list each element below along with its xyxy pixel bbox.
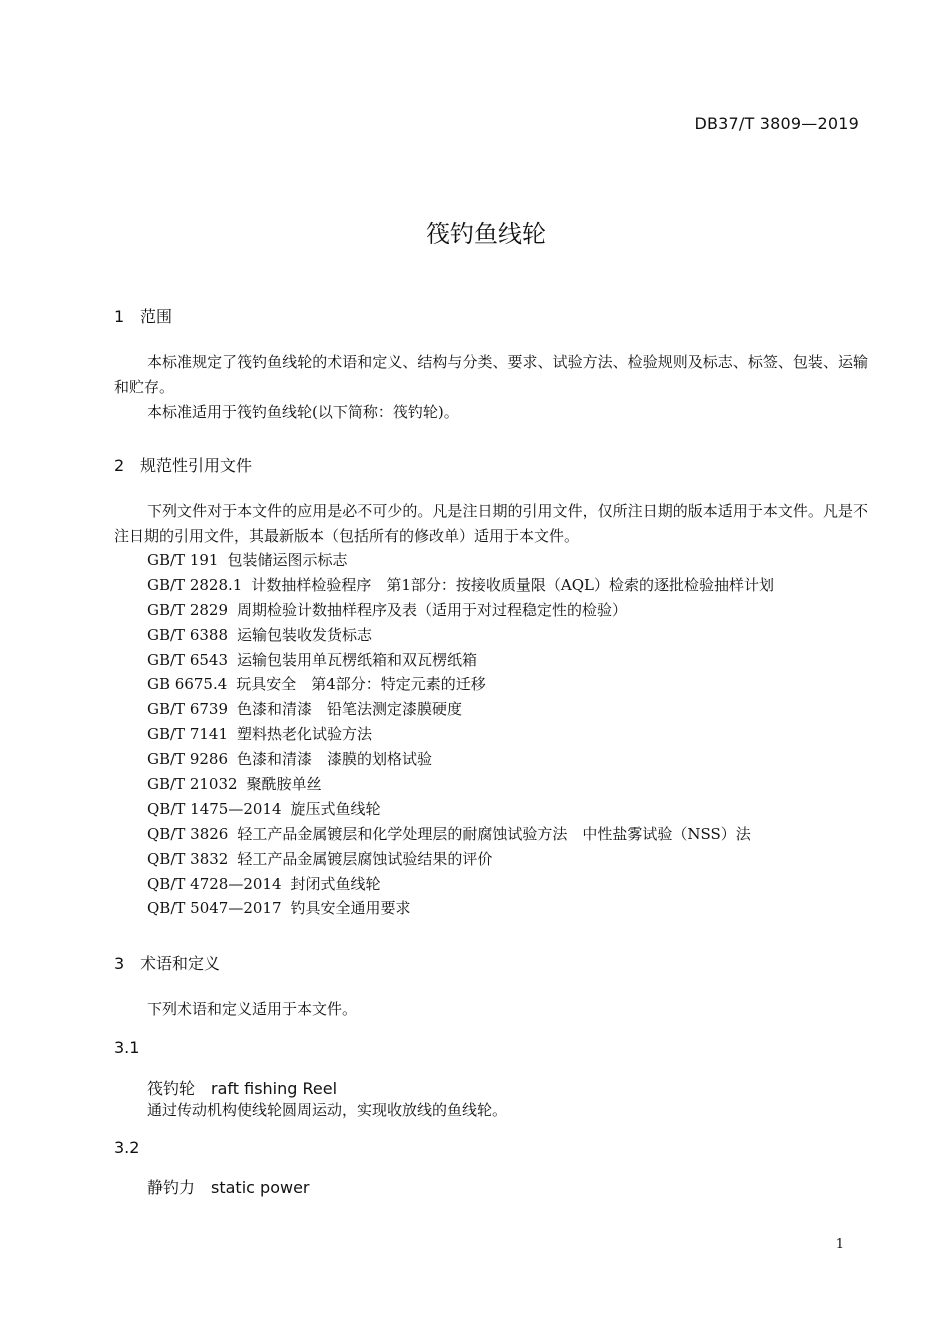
- reference-title: 周期检验计数抽样程序及表（适用于对过程稳定性的检验）: [237, 600, 628, 619]
- reference-title: 计数抽样检验程序 第1部分：按接收质量限（AQL）检索的逐批检验抽样计划: [251, 575, 774, 594]
- reference-title: 色漆和清漆 漆膜的划格试验: [237, 750, 433, 769]
- reference-item: [147, 772, 774, 797]
- reference-item: [147, 822, 774, 847]
- section-number: 1: [114, 307, 125, 326]
- reference-code: QB/T 4728—2014: [147, 874, 282, 893]
- reference-code: GB/T 6739: [147, 700, 229, 719]
- term-chinese: 静钓力: [147, 1178, 196, 1197]
- reference-code: GB/T 21032: [147, 775, 238, 794]
- reference-code: QB/T 5047—2017: [147, 899, 282, 918]
- term-definition: 通过传动机构使线轮圆周运动，实现收放线的鱼线轮。: [147, 1101, 508, 1119]
- reference-title: 塑料热老化试验方法: [237, 725, 373, 744]
- reference-code: GB/T 7141: [147, 725, 229, 744]
- reference-title: 轻工产品金属镀层和化学处理层的耐腐蚀试验方法 中性盐雾试验（NSS）法: [237, 824, 751, 843]
- normative-references-list: [147, 548, 774, 921]
- scope-paragraph: 本标准规定了筏钓鱼线轮的术语和定义、结构与分类、要求、试验方法、检验规则及标志、标签、包装、运输和贮存。: [114, 353, 868, 396]
- term-heading: [147, 1175, 309, 1198]
- reference-title: 包装储运图示标志: [227, 551, 348, 569]
- reference-item: [147, 847, 774, 872]
- reference-code: GB/T 191: [147, 551, 219, 569]
- reference-item: [147, 598, 774, 623]
- reference-code: QB/T 3832: [147, 849, 229, 868]
- reference-item: [147, 797, 774, 822]
- reference-title: 运输包装用单瓦楞纸箱和双瓦楞纸箱: [237, 650, 478, 669]
- section-title: 范围: [140, 307, 173, 326]
- reference-item: [147, 548, 774, 573]
- reference-code: QB/T 3826: [147, 824, 229, 843]
- reference-item: [147, 896, 774, 921]
- reference-item: [147, 573, 774, 598]
- section-title: 术语和定义: [140, 954, 221, 973]
- reference-item: [147, 747, 774, 772]
- reference-title: 运输包装收发货标志: [237, 625, 373, 644]
- reference-title: 色漆和清漆 铅笔法测定漆膜硬度: [237, 700, 463, 719]
- reference-item: [147, 872, 774, 897]
- reference-code: GB/T 2828.1: [147, 575, 243, 594]
- term-english: static power: [211, 1178, 310, 1197]
- reference-title: 钓具安全通用要求: [290, 899, 411, 918]
- reference-item: [147, 672, 774, 697]
- reference-item: [147, 722, 774, 747]
- term-chinese: 筏钓轮: [147, 1079, 196, 1098]
- section-number: 2: [114, 456, 125, 475]
- reference-code: GB 6675.4: [147, 675, 228, 694]
- reference-code: GB/T 2829: [147, 600, 229, 619]
- section-2-heading: [114, 453, 252, 476]
- reference-title: 封闭式鱼线轮: [290, 874, 381, 893]
- reference-code: GB/T 9286: [147, 750, 229, 769]
- references-intro-paragraph: 下列文件对于本文件的应用是必不可少的。凡是注日期的引用文件，仅所注日期的版本适用于本文件。凡是不注日期的引用文件，其最新版本（包括所有的修改单）适用于本文件。: [114, 502, 868, 545]
- standard-code: DB37/T 3809—2019: [694, 114, 859, 133]
- reference-item: [147, 648, 774, 673]
- section-number: 3: [114, 954, 125, 973]
- term-heading: [147, 1076, 337, 1099]
- reference-item: [147, 623, 774, 648]
- section-3-heading: [114, 951, 220, 974]
- reference-item: [147, 697, 774, 722]
- clause-number: 3.1: [114, 1038, 140, 1057]
- reference-title: 轻工产品金属镀层腐蚀试验结果的评价: [237, 849, 493, 868]
- scope-applicability-paragraph: 本标准适用于筏钓鱼线轮(以下简称：筏钓轮)。: [147, 403, 459, 421]
- reference-title: 旋压式鱼线轮: [290, 799, 381, 818]
- reference-code: GB/T 6543: [147, 650, 229, 669]
- clause-number: 3.2: [114, 1138, 140, 1157]
- term-english: raft fishing Reel: [211, 1079, 338, 1098]
- terms-intro-paragraph: 下列术语和定义适用于本文件。: [147, 1000, 358, 1018]
- reference-code: QB/T 1475—2014: [147, 799, 282, 818]
- document-title: 筏钓鱼线轮: [426, 220, 546, 248]
- reference-code: GB/T 6388: [147, 625, 229, 644]
- section-1-heading: [114, 304, 172, 327]
- page-number: 1: [835, 1237, 844, 1252]
- section-title: 规范性引用文件: [140, 456, 253, 475]
- reference-title: 玩具安全 第4部分：特定元素的迁移: [236, 675, 486, 694]
- reference-title: 聚酰胺单丝: [246, 775, 322, 794]
